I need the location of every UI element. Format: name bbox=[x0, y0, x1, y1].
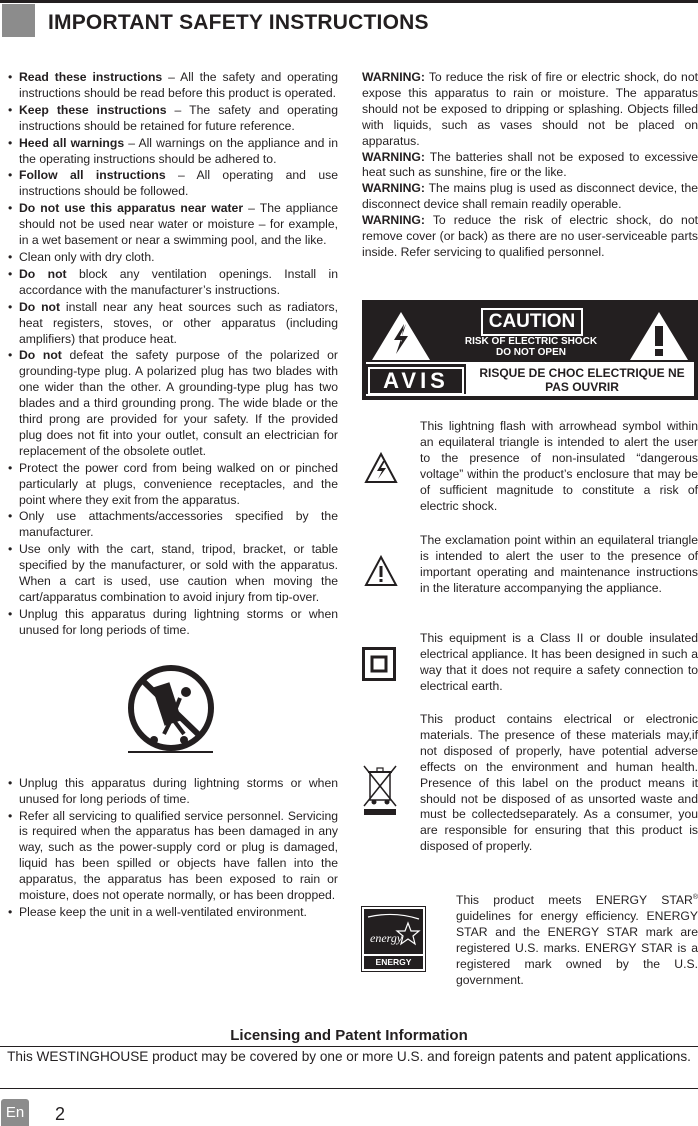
exclamation-symbol-icon bbox=[364, 555, 398, 587]
warning-text: The mains plug is used as disconnect device, the disconnect device shall remain readily operable. bbox=[362, 181, 698, 212]
energy-script: energy bbox=[370, 931, 403, 945]
energy-registered-mark: ® bbox=[692, 894, 698, 901]
warning-paragraph bbox=[362, 181, 698, 213]
warning-label: WARNING: bbox=[362, 213, 425, 228]
instruction-item: • Refer all servicing to qualified service personnel. Servicing is required when the apparatus has been damaged in any way, such as the power-supply cord or plug is damaged, liquid has been spilled or objects have fallen into the apparatus, the apparatus has been exposed to rain or moisture, does not operate normally, or has been dropped. bbox=[8, 809, 338, 904]
warning-paragraph bbox=[362, 213, 698, 261]
header-rule bbox=[0, 0, 698, 3]
warning-paragraph bbox=[362, 150, 698, 182]
instruction-item bbox=[8, 509, 338, 541]
lightning-symbol-text: This lightning flash with arrowhead symbol within an equilateral triangle is intended to alert the user to the presence of non-insulated “dangerous voltage” within the product’s enclosure that may be of sufficient magnitude to constitute a risk of electric shock. bbox=[420, 419, 698, 513]
avis-line-2: PAS OUVRIR bbox=[545, 380, 619, 394]
instruction-heading: Do not use this apparatus near water bbox=[19, 201, 244, 216]
instruction-text: – All the safety and operating instructions should be read before this product is operated. bbox=[19, 70, 338, 100]
instruction-heading: Do not bbox=[19, 266, 67, 281]
instruction-item bbox=[8, 250, 338, 266]
warning-label: WARNING: bbox=[362, 70, 425, 84]
instruction-heading: Keep these instructions bbox=[19, 102, 167, 117]
instruction-item bbox=[8, 348, 338, 459]
instruction-text: block any ventilation openings. Install in accordance with the manufacturer’s instructions. bbox=[19, 266, 338, 297]
caution-subtitle bbox=[458, 336, 604, 358]
caution-label bbox=[362, 300, 698, 400]
warning-text: The batteries shall not be exposed to excessive heat such as sunshine, fire or the like. bbox=[362, 149, 698, 180]
exclamation-symbol-text: The exclamation point within an equilateral triangle is intended to alert the user to the presence of important operating and maintenance instructions in the literature accompanying the appliance. bbox=[420, 533, 698, 595]
energy-text-pre: This product meets ENERGY STAR bbox=[456, 893, 693, 908]
cart-warning-symbol bbox=[8, 640, 338, 776]
instruction-text: – All warnings on the appliance and in the operating instructions should be adhered to. bbox=[19, 135, 339, 166]
energy-star-text bbox=[456, 890, 698, 989]
instruction-text: install near any heat sources such as radiators, heat registers, stoves, or other apparatus (including amplifiers) that produce heat. bbox=[19, 299, 338, 346]
instruction-item bbox=[8, 168, 338, 200]
instruction-text: Clean only with dry cloth. bbox=[19, 249, 155, 264]
caution-line-1: RISK OF ELECTRIC SHOCK bbox=[464, 336, 598, 347]
energy-star-logo-top bbox=[364, 909, 423, 954]
instruction-heading: Follow all instructions bbox=[19, 168, 166, 183]
lightning-symbol-icon bbox=[364, 452, 398, 484]
warning-label: WARNING: bbox=[362, 149, 425, 164]
energy-text-post: guidelines for energy efficiency. ENERGY STAR and the ENERGY STAR mark are registered U.S. marks. ENERGY STAR is a registered mark owned by the U.S. government. bbox=[456, 908, 698, 987]
licensing-title: Licensing and Patent Information bbox=[230, 1027, 468, 1044]
left-column bbox=[8, 70, 338, 922]
licensing-rule-top bbox=[0, 1046, 698, 1047]
instruction-text: Protect the power cord from being walked on or pinched particularly at plugs, convenience receptacles, and the point where they exit from the apparatus. bbox=[19, 460, 338, 507]
instruction-text: – The appliance should not be used near water or moisture – for example, in a wet basement or near a swimming pool, and the like. bbox=[19, 201, 338, 248]
warning-paragraph bbox=[362, 70, 698, 150]
energy-star-logo bbox=[361, 906, 426, 980]
instruction-item bbox=[8, 461, 338, 509]
instruction-item bbox=[8, 103, 338, 135]
instruction-item bbox=[8, 201, 338, 249]
instruction-text: – The safety and operating instructions should be retained for future reference. bbox=[19, 102, 338, 133]
class-ii-text: This equipment is a Class II or double insulated electrical appliance. It has been designed in such a way that it does not require a safety connection to electrical earth. bbox=[420, 631, 698, 693]
weee-bin-icon bbox=[362, 764, 398, 816]
avis-line-1: RISQUE DE CHOC ELECTRIQUE NE bbox=[479, 366, 685, 380]
exclamation-triangle-icon bbox=[628, 310, 690, 362]
header-square bbox=[2, 4, 35, 37]
class-ii-icon bbox=[362, 647, 396, 681]
instruction-heading: Do not bbox=[19, 299, 61, 314]
instruction-text: defeat the safety purpose of the polarized or grounding-type plug. A polarized plug has two blades with one wider than the other. A grounding-type plug has two blades and a third grounding prong. The wide blade or the third prong are provided for your safety. If the provided plug does not fit into your outlet, consult an electrician for replacement of the obsolete outlet. bbox=[19, 348, 338, 458]
licensing-text: This WESTINGHOUSE product may be covered by one or more U.S. and foreign patents and patent applications. bbox=[7, 1049, 691, 1064]
cart-tipover-icon bbox=[8, 640, 338, 776]
caution-line-2: DO NOT OPEN bbox=[495, 347, 566, 358]
instruction-item bbox=[8, 267, 338, 299]
instruction-item bbox=[8, 70, 338, 102]
avis-subtitle bbox=[472, 366, 692, 394]
warning-text: To reduce the risk of fire or electric shock, do not expose this apparatus to rain or moisture. The apparatus should not be exposed to dripping or splashing. Objects filled with liquids, such as vases should not be placed on apparatus. bbox=[362, 70, 698, 148]
instruction-item: • Please keep the unit in a well-ventilated environment. bbox=[8, 905, 338, 921]
caution-title: CAUTION bbox=[481, 308, 583, 336]
warnings-block bbox=[362, 70, 698, 261]
avis-title: AVIS bbox=[368, 367, 464, 395]
language-tab: En bbox=[1, 1099, 29, 1126]
servicing-instructions-list bbox=[8, 776, 338, 921]
instruction-item bbox=[8, 607, 338, 639]
licensing-rule-bottom bbox=[0, 1088, 698, 1089]
page-number: 2 bbox=[55, 1104, 66, 1124]
instruction-text: Only use attachments/accessories specified by the manufacturer. bbox=[19, 509, 338, 540]
instruction-item bbox=[8, 300, 338, 348]
instruction-heading: Read these instructions bbox=[19, 70, 163, 84]
safety-instructions-list bbox=[8, 70, 338, 639]
instruction-text: Unplug this apparatus during lightning storms or when unused for long periods of time. bbox=[19, 606, 338, 637]
instruction-text: – All operating and use instructions should be followed. bbox=[19, 168, 338, 199]
instruction-text: Use only with the cart, stand, tripod, bracket, or table specified by the manufacturer, or sold with the apparatus. When a cart is used, use caution when moving the cart/apparatus combination to avoid injury from tip-over. bbox=[19, 542, 338, 604]
energy-star-logo-label: ENERGY STAR bbox=[364, 956, 423, 969]
lightning-triangle-icon bbox=[370, 310, 432, 362]
instruction-item bbox=[8, 542, 338, 606]
warning-label: WARNING: bbox=[362, 181, 425, 196]
instruction-item bbox=[8, 136, 338, 168]
instruction-item: • Unplug this apparatus during lightning storms or when unused for long periods of time. bbox=[8, 776, 338, 808]
instruction-heading: Do not bbox=[19, 348, 62, 363]
page-title: IMPORTANT SAFETY INSTRUCTIONS bbox=[48, 11, 429, 34]
instruction-heading: Heed all warnings bbox=[19, 135, 125, 150]
warning-text: To reduce the risk of electric shock, do not remove cover (or back) as there are no user-serviceable parts inside. Refer servicing to qualified personnel. bbox=[362, 213, 698, 259]
energy-star-icon bbox=[364, 909, 423, 954]
weee-text: This product contains electrical or electronic materials. The presence of these materials may,if not disposed of properly, have potential adverse effects on the environment and human health. Presence of this label on the product means it should not be disposed of as unsorted waste and must be collectedseparately. As a consumer, you are responsible for ensuring that this product is disposed of properly. bbox=[420, 712, 698, 854]
